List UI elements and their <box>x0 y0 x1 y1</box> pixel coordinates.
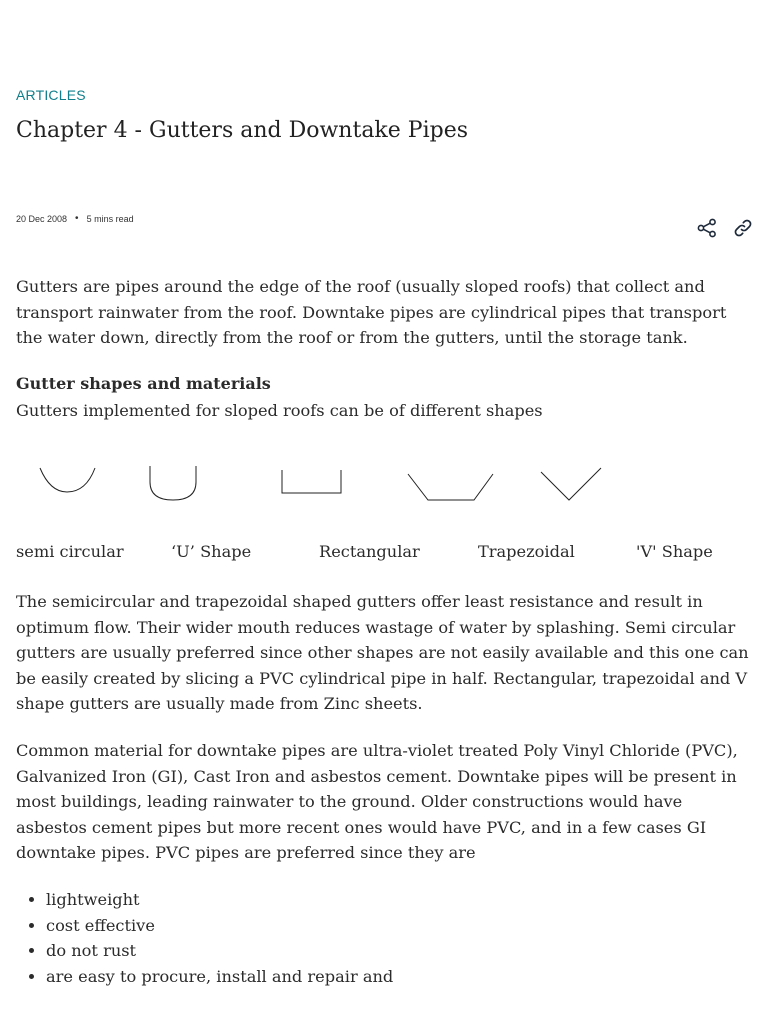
read-time: 5 mins read <box>86 213 134 224</box>
shape-label: 'V' Shape <box>636 542 713 561</box>
shape-label: Rectangular <box>319 542 420 561</box>
shapes-paragraph: The semicircular and trapezoidal shaped gutters offer least resistance and result in optimum flow. Their wider mouth reduces wastage of water by splashing. Semi circular gutters are usually preferred since other shapes are not easily available and this one can be easily created by slicing a PVC cylindrical pipe in half. Rectangular, trapezoidal and V shape gutters are usually made from Zinc sheets. <box>16 592 749 713</box>
section-heading: Gutter shapes and materials <box>16 374 271 393</box>
publish-date: 20 Dec 2008 <box>16 213 68 224</box>
list-item: • cost effective <box>46 913 393 939</box>
downtake-paragraph: Common material for downtake pipes are ultra-violet treated Poly Vinyl Chloride (PVC), Galvanized Iron (GI), Cast Iron and asbestos cement. Downtake pipes will be present in most buildings, leading rainwater to the ground. Older constructions would have asbestos cement pipes but more recent ones would have PVC, and in a few cases GI downtake pipes. PVC pipes are preferred since they are <box>16 741 738 862</box>
intro-paragraph: Gutters are pipes around the edge of the roof (usually sloped roofs) that collect and transport rainwater from the roof. Downtake pipes are cylindrical pipes that transport the water down, directly from the roof or from the gutters, until the storage tank. <box>16 277 727 347</box>
share-icon[interactable] <box>696 217 718 239</box>
shape-label: Trapezoidal <box>478 542 575 561</box>
list-item: • are easy to procure, install and repair and <box>46 964 393 990</box>
section-lead: Gutters implemented for sloped roofs can be of different shapes <box>16 401 543 420</box>
shape-label: ‘U’ Shape <box>171 542 252 561</box>
pvc-benefits-list <box>16 887 393 989</box>
v-shape <box>541 468 601 500</box>
article-meta <box>16 213 134 224</box>
u-shape <box>150 466 196 500</box>
trapezoidal-shape <box>408 474 493 500</box>
article-actions <box>696 217 754 239</box>
gutter-shapes-figure <box>16 460 752 510</box>
shape-label: semi circular <box>16 542 124 561</box>
semi-circular-shape <box>40 468 95 492</box>
rectangular-shape <box>282 470 341 493</box>
list-item: • do not rust <box>46 938 393 964</box>
page-title: Chapter 4 - Gutters and Downtake Pipes <box>16 118 469 143</box>
category-link[interactable]: ARTICLES <box>16 87 86 103</box>
link-icon[interactable] <box>732 217 754 239</box>
list-item: • lightweight <box>46 887 393 913</box>
meta-separator: • <box>75 213 79 224</box>
